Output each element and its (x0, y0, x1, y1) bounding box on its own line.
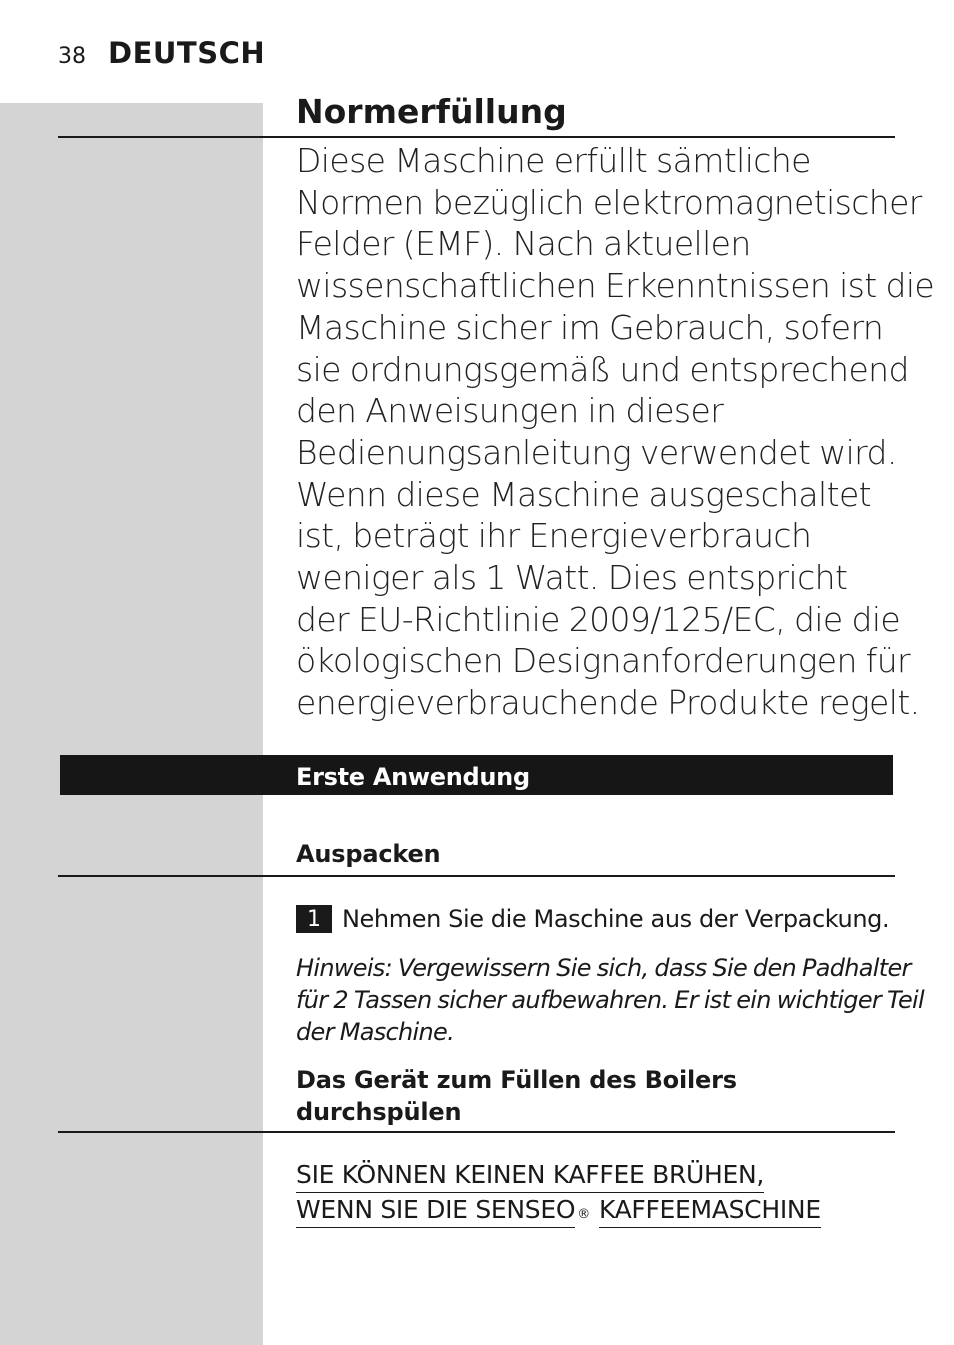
step-text: Nehmen Sie die Maschine aus der Verpackung. (342, 905, 890, 933)
heading-divider (58, 136, 895, 138)
warning-line: SIE KÖNNEN KEINEN KAFFEE BRÜHEN, (296, 1158, 764, 1193)
flush-heading-line: durchspülen (296, 1098, 462, 1126)
note (296, 952, 924, 1048)
paragraph-line: wissenschaftlichen Erkenntnissen ist die (296, 266, 935, 306)
paragraph-line: Normen bezüglich elektromagnetischer (296, 182, 922, 222)
paragraph-line: ist, beträgt ihr Energieverbrauch (296, 516, 812, 556)
paragraph-line: weniger als 1 Watt. Dies entspricht (296, 558, 848, 598)
unpacking-heading: Auspacken (296, 840, 441, 868)
flush-divider (58, 1131, 895, 1133)
step-number-badge: 1 (296, 905, 332, 933)
note-line: der Maschine. (296, 1018, 454, 1046)
warning-line: WENN SIE DIE SENSEO (296, 1193, 575, 1228)
warning-caps-text (296, 1158, 821, 1231)
page-number: 38 (58, 44, 86, 69)
step-1 (296, 905, 889, 933)
language-section-title: DEUTSCH (108, 36, 266, 70)
paragraph-line: Felder (EMF). Nach aktuellen (296, 224, 751, 264)
paragraph-line: ökologischen Designanforderungen für (296, 641, 910, 681)
unpacking-divider (58, 875, 895, 877)
note-line: Hinweis: Vergewissern Sie sich, dass Sie den Padhalter (296, 954, 911, 982)
gray-margin-column (0, 103, 263, 1345)
registered-mark: ® (577, 1207, 590, 1222)
flush-heading-line: Das Gerät zum Füllen des Boilers (296, 1066, 737, 1094)
paragraph-line: der EU-Richtlinie 2009/125/EC, die die (296, 599, 901, 639)
section-title-bar (60, 755, 893, 795)
paragraph-line: Maschine sicher im Gebrauch, sofern (296, 307, 884, 347)
compliance-paragraph (296, 140, 935, 724)
paragraph-line: energieverbrauchende Produkte regelt. (296, 683, 920, 723)
paragraph-line: Wenn diese Maschine ausgeschaltet (296, 474, 872, 514)
flush-heading (296, 1064, 737, 1128)
note-line: für 2 Tassen sicher aufbewahren. Er ist ein wichtiger Teil (296, 986, 924, 1014)
warning-line: KAFFEEMASCHINE (599, 1193, 821, 1228)
page-header (58, 36, 265, 72)
first-use-title: Erste Anwendung (296, 763, 530, 791)
paragraph-line: Bedienungsanleitung verwendet wird. (296, 432, 897, 472)
compliance-heading: Normerfüllung (296, 92, 567, 131)
paragraph-line: sie ordnungsgemäß und entsprechend (296, 349, 909, 389)
paragraph-line: den Anweisungen in dieser (296, 391, 724, 431)
paragraph-line: Diese Maschine erfüllt sämtliche (296, 141, 811, 180)
